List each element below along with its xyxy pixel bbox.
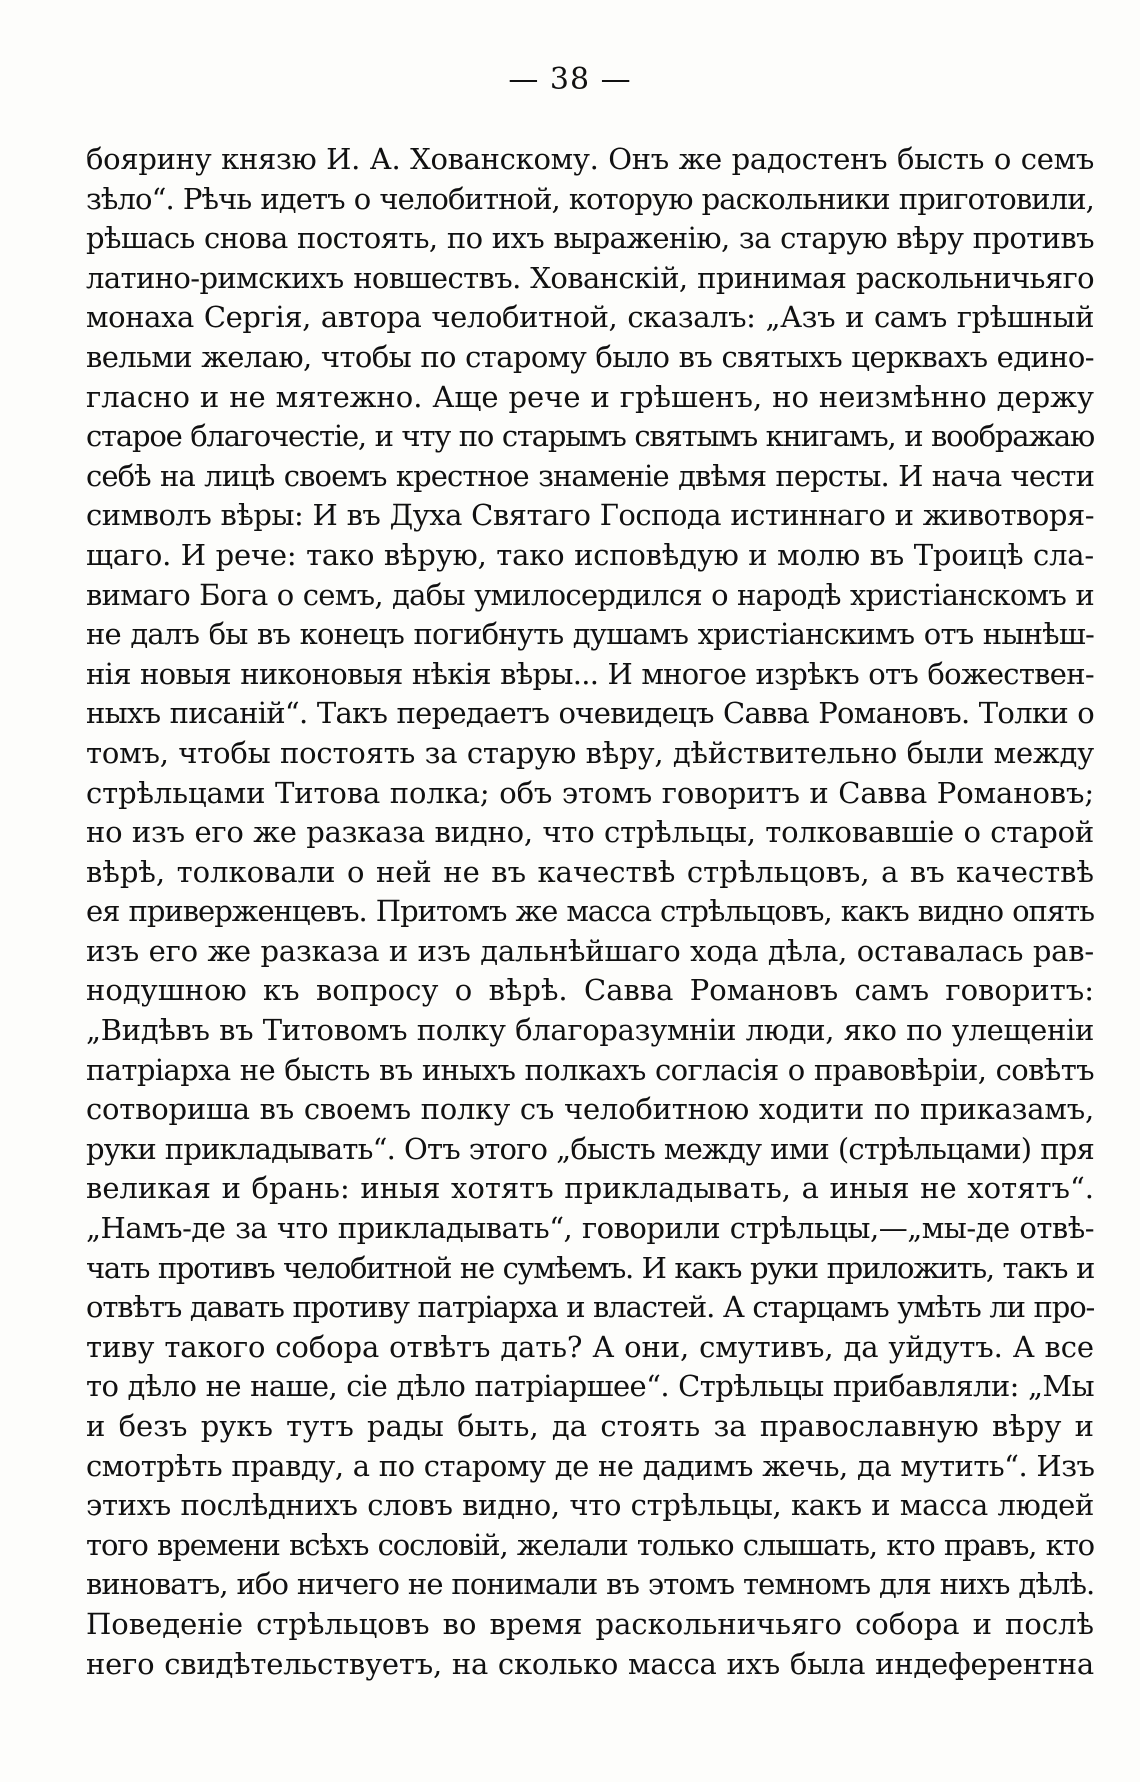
text-line: вельми желаю, чтобы по старому было въ святыхъ церквахъ едино-: [86, 339, 1094, 374]
page-number: — 38 —: [508, 62, 632, 97]
text-line: стрѣльцами Титова полка; объ этомъ говоритъ и Савва Романовъ;: [86, 775, 1094, 810]
body-text: [86, 140, 1094, 1684]
text-line: вѣрѣ, толковали о ней не въ качествѣ стрѣльцовъ, а въ качествѣ: [86, 854, 1094, 889]
text-line: но изъ его же разказа видно, что стрѣльцы, толковавшіе о старой: [86, 815, 1094, 850]
text-line: него свидѣтельствуетъ, на сколько масса ихъ была индеферентна: [86, 1646, 1094, 1681]
text-line: патріарха не бысть въ иныхъ полкахъ согласія о правовѣріи, совѣтъ: [86, 1052, 1094, 1087]
text-line: того времени всѣхъ сословій, желали только слышать, кто правъ, кто: [86, 1527, 1094, 1562]
text-line: виноватъ, ибо ничего не понимали въ этомъ темномъ для нихъ дѣлѣ.: [86, 1567, 1094, 1602]
text-line: ея приверженцевъ. Притомъ же масса стрѣльцовъ, какъ видно опять: [86, 894, 1094, 929]
text-line: Поведеніе стрѣльцовъ во время раскольничьяго собора и послѣ: [86, 1606, 1094, 1641]
text-line: боярину князю И. А. Хованскому. Онъ же радостенъ бысть о семъ: [86, 142, 1094, 176]
text-line: вимаго Бога о семъ, дабы умилосердился о народѣ христіанскомъ и: [86, 577, 1094, 612]
text-line: ныхъ писаній“. Такъ передаетъ очевидецъ Савва Романовъ. Толки о: [86, 696, 1094, 731]
text-line: смотрѣть правду, а по старому де не дадимъ жечь, да мутить“. Изъ: [86, 1448, 1094, 1483]
text-line: старое благочестіе, и чту по старымъ святымъ книгамъ, и воображаю: [86, 419, 1094, 454]
text-line: не далъ бы въ конецъ погибнуть душамъ христіанскимъ отъ нынѣш-: [86, 617, 1094, 652]
text-line: рѣшась снова постоять, по ихъ выраженію, за старую вѣру противъ: [86, 221, 1094, 256]
text-line: сотвориша въ своемъ полку съ челобитною ходити по приказамъ,: [86, 1092, 1094, 1127]
text-line: изъ его же разказа и изъ дальнѣйшаго хода дѣла, оставалась рав-: [86, 933, 1094, 968]
text-line: монаха Сергія, автора челобитной, сказалъ: „Азъ и самъ грѣшный: [86, 300, 1094, 335]
text-line: гласно и не мятежно. Аще рече и грѣшенъ, но неизмѣнно держу: [86, 379, 1094, 414]
text-line: нія новыя никоновыя нѣкія вѣры... И многое изрѣкъ отъ божествен-: [86, 656, 1094, 691]
text-line: „Видѣвъ въ Титовомъ полку благоразумніи люди, яко по улещеніи: [86, 1013, 1094, 1048]
text-line: то дѣло не наше, сіе дѣло патріаршее“. Стрѣльцы прибавляли: „Мы: [86, 1369, 1094, 1404]
text-line: зѣло“. Рѣчь идетъ о челобитной, которую раскольники приготовили,: [86, 181, 1094, 216]
text-line: томъ, чтобы постоять за старую вѣру, дѣйствительно были между: [86, 735, 1094, 770]
text-line: тиву такого собора отвѣтъ дать? А они, смутивъ, да уйдутъ. А все: [86, 1329, 1094, 1364]
text-line: отвѣтъ давать противу патріарха и властей. А старцамъ умѣть ли про-: [86, 1290, 1094, 1325]
text-line: нодушною къ вопросу о вѣрѣ. Савва Романовъ самъ говоритъ:: [86, 973, 1094, 1008]
text-line: символъ вѣры: И въ Духа Святаго Господа истиннаго и животворя-: [86, 498, 1094, 533]
text-line: этихъ послѣднихъ словъ видно, что стрѣльцы, какъ и масса людей: [86, 1488, 1094, 1523]
text-line: себѣ на лицѣ своемъ крестное знаменіе двѣмя персты. И нача чести: [86, 458, 1094, 493]
text-line: и безъ рукъ тутъ рады быть, да стоять за православную вѣру и: [86, 1409, 1094, 1443]
text-line: чать противъ челобитной не сумѣемъ. И какъ руки приложить, такъ и: [86, 1250, 1094, 1285]
text-line: щаго. И рече: тако вѣрую, тако исповѣдую и молю въ Троицѣ сла-: [86, 537, 1094, 572]
text-line: руки прикладывать“. Отъ этого „бысть между ими (стрѣльцами) пря: [86, 1131, 1094, 1166]
text-line: великая и брань: иныя хотятъ прикладывать, а иныя не хотятъ“.: [86, 1171, 1094, 1206]
text-line: „Намъ-де за что прикладывать“, говорили стрѣльцы,—„мы-де отвѣ-: [86, 1211, 1094, 1246]
text-line: латино-римскихъ новшествъ. Хованскій, принимая раскольничьяго: [86, 260, 1094, 295]
